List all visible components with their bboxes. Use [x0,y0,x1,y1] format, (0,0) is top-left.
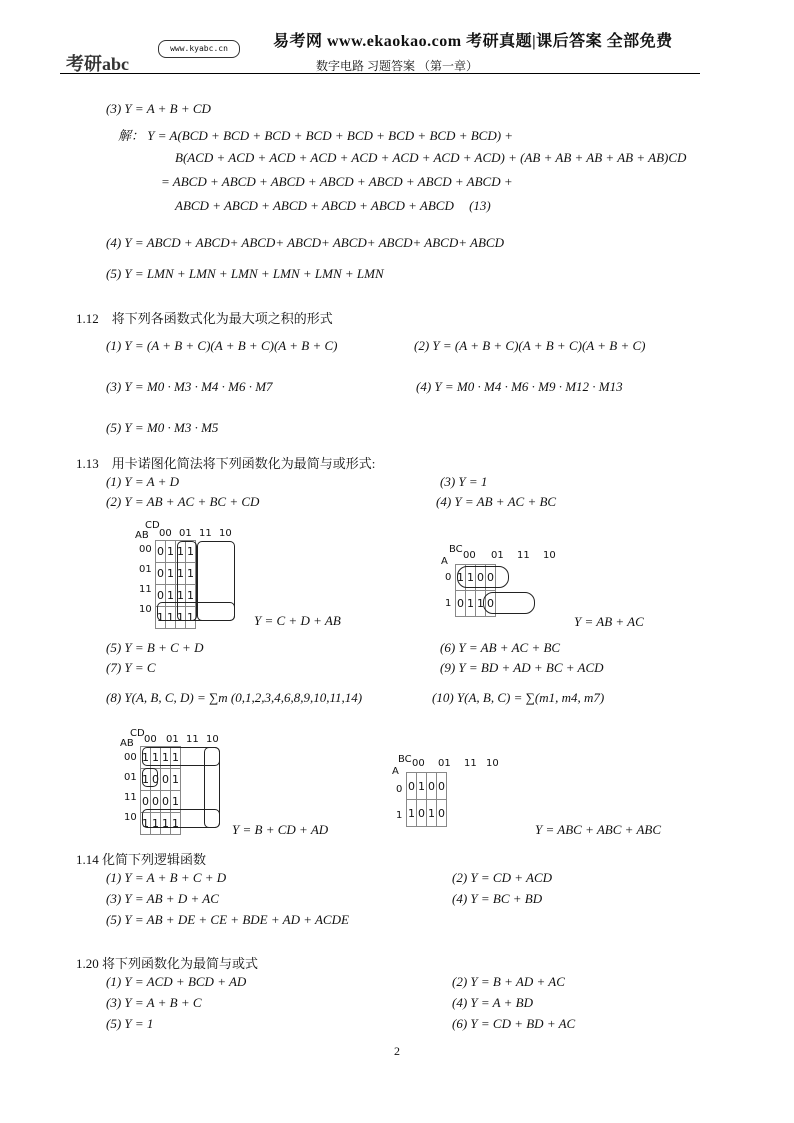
kmap1-col-1: 01 [179,528,192,539]
kmap2-corner-top: BC [449,544,463,555]
s113-answer-7: (7) Y = C [106,660,156,675]
kmap2-row-0: 0 [445,572,452,583]
kmap1-cell: 1 [186,585,196,607]
kmap3-cell: 0 [161,769,171,791]
section-1-13-title: 1.13 用卡诺图化简法将下列函数化为最简与或形式: [76,456,376,471]
section-1-12-title: 1.12 将下列各函数式化为最大项之积的形式 [76,311,333,326]
kmap1-corner-left: AB [135,530,149,541]
kmap4-cell: 1 [427,800,437,827]
kmap3-cell: 1 [151,813,161,835]
solution-line-4 [175,198,491,214]
kmap2-cell: 1 [466,565,476,591]
kmap4-cell: 0 [437,773,447,800]
kmap3-col-3: 10 [206,734,219,745]
kmap4-row-1: 1 [396,810,403,821]
s114-answer-4: (4) Y = BC + BD [452,891,543,906]
s112-answer-2: (2) Y = (A + B + C)(A + B + C)(A + B + C) [414,338,646,353]
item-4: (4) Y = ABCD + ABCD+ ABCD+ ABCD+ ABCD+ ABCD+ ABCD+ ABCD [106,235,504,250]
s120-answer-4: (4) Y = A + BD [452,995,533,1010]
kmap2-cell: 0 [486,565,496,591]
kmap4-row-0: 0 [396,784,403,795]
kmap4-grid [406,772,447,827]
kmap2-cell: 1 [456,565,466,591]
kmap1-row-0: 00 [139,544,152,555]
s120-answer-2: (2) Y = B + AD + AC [452,974,565,989]
kmap4-cell: 1 [407,800,417,827]
kmap2-cell: 0 [476,565,486,591]
kmap1-cell: 0 [156,585,166,607]
kmap3-cell: 1 [171,791,181,813]
s113-answer-4: (4) Y = AB + AC + BC [436,494,557,509]
kmap1-cell: 1 [156,607,166,629]
kmap3-cell: 0 [151,791,161,813]
kmap1-result: Y = C + D + AB [254,613,341,628]
kmap3-cell: 0 [151,769,161,791]
kmap1-loop-ab [157,602,235,621]
kmap2-row-1: 1 [445,598,452,609]
s113-answer-2: (2) Y = AB + AC + BC + CD [106,494,260,509]
kmap4-cell: 0 [417,800,427,827]
kmap3-cell: 1 [171,813,181,835]
solution-line-4-tail: (13) [469,198,491,213]
kmap1-cell: 1 [186,563,196,585]
kmap1-cell: 1 [176,585,186,607]
solution-label: 解： [118,128,145,143]
s112-answer-1: (1) Y = (A + B + C)(A + B + C)(A + B + C) [106,338,338,353]
kmap1-row-3: 10 [139,604,152,615]
kmap3-cell: 1 [171,747,181,769]
kmap4-corner-top: BC [398,754,412,765]
s114-answer-1: (1) Y = A + B + C + D [106,870,227,885]
kmap4-col-2: 11 [464,758,477,769]
section-1-20-title: 1.20 将下列函数化为最简与或式 [76,956,259,971]
kmap3-result: Y = B + CD + AD [232,822,329,837]
kmap2-col-0: 00 [463,550,476,561]
kmap3-cell: 1 [171,769,181,791]
s112-answer-4: (4) Y = M0 · M4 · M6 · M9 · M12 · M13 [416,379,623,394]
kmap2-result: Y = AB + AC [574,614,644,629]
solution-line-3: = ABCD + ABCD + ABCD + ABCD + ABCD + ABCD + ABCD + [161,174,513,189]
kmap3-cell: 1 [141,769,151,791]
kmap3-cell: 1 [151,747,161,769]
kmap1-cell: 1 [166,563,176,585]
kmap3-cell: 1 [161,813,171,835]
solution-line-1-text: Y = A(BCD + BCD + BCD + BCD + BCD + BCD + BCD + BCD) + [147,128,514,143]
item-3 [106,101,211,117]
kmap3-row-0: 00 [124,752,137,763]
kmap2-col-3: 10 [543,550,556,561]
kmap1-cell: 1 [186,607,196,629]
kmap3-row-3: 10 [124,812,137,823]
kmap1-col-2: 11 [199,528,212,539]
solution-line-4-text: ABCD + ABCD + ABCD + ABCD + ABCD + ABCD [175,198,454,213]
item-3-label: (3) [106,101,122,116]
kmap2-cell: 1 [466,591,476,617]
s114-answer-2: (2) Y = CD + ACD [452,870,553,885]
kmap1-cell: 1 [176,607,186,629]
kmap4-col-0: 00 [412,758,425,769]
s114-answer-3: (3) Y = AB + D + AC [106,891,219,906]
kmap3-row-2: 11 [124,792,137,803]
kmap3-corner-left: AB [120,738,134,749]
kmap1-cell: 1 [186,541,196,563]
kmap4-cell: 0 [407,773,417,800]
kmap1-cell: 0 [156,541,166,563]
s113-answer-6: (6) Y = AB + AC + BC [440,640,561,655]
kmap2-loop-ab [457,566,509,588]
kmap4-corner-left: A [392,766,399,777]
kmap3-col-0: 00 [144,734,157,745]
s113-answer-9: (9) Y = BD + AD + BC + ACD [440,660,604,675]
kmap1-col-0: 00 [159,528,172,539]
kmap1-col-3: 10 [219,528,232,539]
kmap4-cell: 1 [417,773,427,800]
kmap2-corner-left: A [441,556,448,567]
kmap4-cell: 0 [427,773,437,800]
s113-answer-8: (8) Y(A, B, C, D) = ∑m (0,1,2,3,4,6,8,9,10,11,14) [106,690,363,705]
solution-line-1 [118,125,513,144]
s113-answer-1: (1) Y = A + D [106,474,180,489]
kmap3-cell: 0 [141,791,151,813]
kmap3-loop-right [204,747,220,828]
kmap3-cell: 1 [161,747,171,769]
section-1-14-title: 1.14 化简下列逻辑函数 [76,852,207,867]
kmap1-cell: 0 [156,563,166,585]
kmap2-cell: 1 [476,591,486,617]
solution-line-2: B(ACD + ACD + ACD + ACD + ACD + ACD + ACD + ACD) + (AB + AB + AB + AB + AB)CD [175,150,687,165]
kmap2-col-2: 11 [517,550,530,561]
kmap1-cell: 1 [176,541,186,563]
item-3-eq: Y = A + B + CD [124,101,211,116]
s120-answer-1: (1) Y = ACD + BCD + AD [106,974,247,989]
kmap4-col-1: 01 [438,758,451,769]
s114-answer-5: (5) Y = AB + DE + CE + BDE + AD + ACDE [106,912,349,927]
kmap3-loop-left [142,768,158,787]
kmap2-col-1: 01 [491,550,504,561]
kmap1-cell: 1 [176,563,186,585]
logo-text: 考研abc [66,54,129,74]
kmap3-cell: 0 [161,791,171,813]
s112-answer-5: (5) Y = M0 · M3 · M5 [106,420,219,435]
s120-answer-5: (5) Y = 1 [106,1016,154,1031]
logo-url-bubble: www.kyabc.cn [158,40,240,58]
s120-answer-3: (3) Y = A + B + C [106,995,202,1010]
kmap3-col-2: 11 [186,734,199,745]
s112-answer-3: (3) Y = M0 · M3 · M4 · M6 · M7 [106,379,273,394]
header-subtitle: 数字电路 习题答案 （第一章） [316,59,479,73]
header-rule [60,73,700,74]
s113-answer-3: (3) Y = 1 [440,474,488,489]
kmap4-cell: 0 [437,800,447,827]
kmap3-row-1: 01 [124,772,137,783]
s113-answer-10: (10) Y(A, B, C) = ∑(m1, m4, m7) [432,690,605,705]
kmap4-result: Y = ABC + ABC + ABC [535,822,662,837]
kmap3-corner-top: CD [130,728,145,739]
kmap1-row-2: 11 [139,584,152,595]
kmap4-col-3: 10 [486,758,499,769]
kmap3-cell: 1 [141,747,151,769]
kmap2-cell: 0 [486,591,496,617]
kmap1-cell: 1 [166,585,176,607]
kmap3-cell: 1 [141,813,151,835]
item-5: (5) Y = LMN + LMN + LMN + LMN + LMN + LMN [106,266,384,281]
kmap1-cell: 1 [166,607,176,629]
kmap2-loop-ac [483,592,535,614]
header-brand: 易考网 www.ekaokao.com 考研真题|课后答案 全部免费 [273,33,673,50]
s113-answer-5: (5) Y = B + C + D [106,640,204,655]
kmap1-cell: 1 [166,541,176,563]
kmap3-col-1: 01 [166,734,179,745]
s120-answer-6: (6) Y = CD + BD + AC [452,1016,576,1031]
page-number: 2 [394,1044,400,1058]
kmap2-cell: 0 [456,591,466,617]
kmap1-row-1: 01 [139,564,152,575]
kmap1-corner-top: CD [145,520,160,531]
